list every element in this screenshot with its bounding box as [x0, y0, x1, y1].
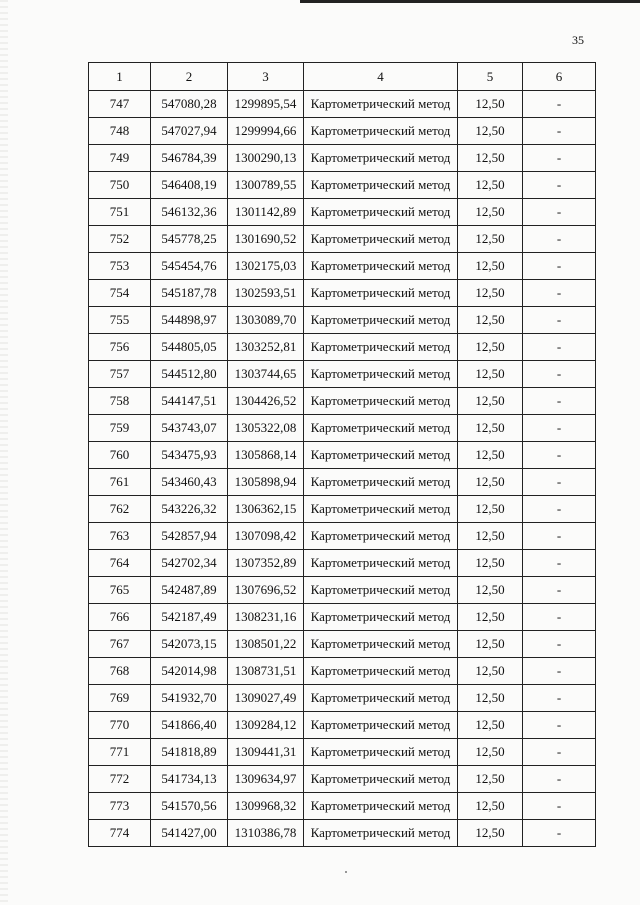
point-number-cell: 763 [89, 523, 151, 550]
point-number-cell: 774 [89, 820, 151, 847]
y-coordinate-cell: 1308501,22 [228, 631, 304, 658]
x-coordinate-cell: 541427,00 [151, 820, 228, 847]
point-number-cell: 771 [89, 739, 151, 766]
accuracy-cell: 12,50 [458, 253, 523, 280]
y-coordinate-cell: 1308731,51 [228, 658, 304, 685]
method-cell: Картометрический метод [304, 91, 458, 118]
description-cell: - [523, 685, 596, 712]
x-coordinate-cell: 542014,98 [151, 658, 228, 685]
description-cell: - [523, 793, 596, 820]
point-number-cell: 770 [89, 712, 151, 739]
y-coordinate-cell: 1302175,03 [228, 253, 304, 280]
y-coordinate-cell: 1299895,54 [228, 91, 304, 118]
table-row [89, 550, 596, 577]
column-header: 3 [228, 63, 304, 91]
method-cell: Картометрический метод [304, 226, 458, 253]
point-number-cell: 769 [89, 685, 151, 712]
x-coordinate-cell: 542702,34 [151, 550, 228, 577]
y-coordinate-cell: 1303252,81 [228, 334, 304, 361]
x-coordinate-cell: 541570,56 [151, 793, 228, 820]
method-cell: Картометрический метод [304, 145, 458, 172]
accuracy-cell: 12,50 [458, 712, 523, 739]
y-coordinate-cell: 1304426,52 [228, 388, 304, 415]
accuracy-cell: 12,50 [458, 199, 523, 226]
column-header: 5 [458, 63, 523, 91]
point-number-cell: 759 [89, 415, 151, 442]
table-row [89, 685, 596, 712]
table-row [89, 145, 596, 172]
table-row [89, 280, 596, 307]
description-cell: - [523, 199, 596, 226]
accuracy-cell: 12,50 [458, 118, 523, 145]
y-coordinate-cell: 1301690,52 [228, 226, 304, 253]
description-cell: - [523, 226, 596, 253]
point-number-cell: 764 [89, 550, 151, 577]
accuracy-cell: 12,50 [458, 145, 523, 172]
x-coordinate-cell: 543743,07 [151, 415, 228, 442]
description-cell: - [523, 712, 596, 739]
description-cell: - [523, 280, 596, 307]
table-row [89, 604, 596, 631]
y-coordinate-cell: 1299994,66 [228, 118, 304, 145]
accuracy-cell: 12,50 [458, 307, 523, 334]
description-cell: - [523, 442, 596, 469]
point-number-cell: 754 [89, 280, 151, 307]
description-cell: - [523, 415, 596, 442]
x-coordinate-cell: 545778,25 [151, 226, 228, 253]
table-header-row [89, 63, 596, 91]
x-coordinate-cell: 541932,70 [151, 685, 228, 712]
description-cell: - [523, 496, 596, 523]
description-cell: - [523, 739, 596, 766]
table-row [89, 118, 596, 145]
table-row [89, 253, 596, 280]
x-coordinate-cell: 543475,93 [151, 442, 228, 469]
table-row [89, 334, 596, 361]
method-cell: Картометрический метод [304, 739, 458, 766]
accuracy-cell: 12,50 [458, 604, 523, 631]
accuracy-cell: 12,50 [458, 280, 523, 307]
accuracy-cell: 12,50 [458, 793, 523, 820]
point-number-cell: 748 [89, 118, 151, 145]
y-coordinate-cell: 1300789,55 [228, 172, 304, 199]
method-cell: Картометрический метод [304, 469, 458, 496]
description-cell: - [523, 577, 596, 604]
y-coordinate-cell: 1307696,52 [228, 577, 304, 604]
y-coordinate-cell: 1309968,32 [228, 793, 304, 820]
x-coordinate-cell: 541866,40 [151, 712, 228, 739]
point-number-cell: 767 [89, 631, 151, 658]
accuracy-cell: 12,50 [458, 334, 523, 361]
point-number-cell: 762 [89, 496, 151, 523]
accuracy-cell: 12,50 [458, 226, 523, 253]
y-coordinate-cell: 1307352,89 [228, 550, 304, 577]
x-coordinate-cell: 541734,13 [151, 766, 228, 793]
y-coordinate-cell: 1305868,14 [228, 442, 304, 469]
method-cell: Картометрический метод [304, 280, 458, 307]
description-cell: - [523, 118, 596, 145]
table-row [89, 469, 596, 496]
accuracy-cell: 12,50 [458, 658, 523, 685]
method-cell: Картометрический метод [304, 604, 458, 631]
accuracy-cell: 12,50 [458, 496, 523, 523]
method-cell: Картометрический метод [304, 253, 458, 280]
point-number-cell: 749 [89, 145, 151, 172]
table-row [89, 496, 596, 523]
method-cell: Картометрический метод [304, 712, 458, 739]
description-cell: - [523, 145, 596, 172]
table-row [89, 442, 596, 469]
scan-left-edge [0, 0, 8, 905]
x-coordinate-cell: 546408,19 [151, 172, 228, 199]
method-cell: Картометрический метод [304, 361, 458, 388]
coordinates-table [88, 62, 596, 847]
method-cell: Картометрический метод [304, 496, 458, 523]
x-coordinate-cell: 542487,89 [151, 577, 228, 604]
y-coordinate-cell: 1303744,65 [228, 361, 304, 388]
method-cell: Картометрический метод [304, 523, 458, 550]
point-number-cell: 760 [89, 442, 151, 469]
y-coordinate-cell: 1308231,16 [228, 604, 304, 631]
point-number-cell: 753 [89, 253, 151, 280]
point-number-cell: 751 [89, 199, 151, 226]
y-coordinate-cell: 1305898,94 [228, 469, 304, 496]
y-coordinate-cell: 1309634,97 [228, 766, 304, 793]
y-coordinate-cell: 1309027,49 [228, 685, 304, 712]
y-coordinate-cell: 1301142,89 [228, 199, 304, 226]
method-cell: Картометрический метод [304, 442, 458, 469]
point-number-cell: 768 [89, 658, 151, 685]
accuracy-cell: 12,50 [458, 523, 523, 550]
method-cell: Картометрический метод [304, 307, 458, 334]
description-cell: - [523, 523, 596, 550]
accuracy-cell: 12,50 [458, 91, 523, 118]
table-row [89, 415, 596, 442]
x-coordinate-cell: 542187,49 [151, 604, 228, 631]
point-number-cell: 752 [89, 226, 151, 253]
table-row [89, 307, 596, 334]
point-number-cell: 766 [89, 604, 151, 631]
accuracy-cell: 12,50 [458, 415, 523, 442]
point-number-cell: 747 [89, 91, 151, 118]
point-number-cell: 765 [89, 577, 151, 604]
table-row [89, 172, 596, 199]
accuracy-cell: 12,50 [458, 685, 523, 712]
accuracy-cell: 12,50 [458, 442, 523, 469]
x-coordinate-cell: 545187,78 [151, 280, 228, 307]
table-row [89, 226, 596, 253]
description-cell: - [523, 334, 596, 361]
description-cell: - [523, 631, 596, 658]
description-cell: - [523, 469, 596, 496]
y-coordinate-cell: 1306362,15 [228, 496, 304, 523]
point-number-cell: 757 [89, 361, 151, 388]
method-cell: Картометрический метод [304, 766, 458, 793]
point-number-cell: 772 [89, 766, 151, 793]
accuracy-cell: 12,50 [458, 577, 523, 604]
method-cell: Картометрический метод [304, 658, 458, 685]
column-header: 6 [523, 63, 596, 91]
method-cell: Картометрический метод [304, 172, 458, 199]
accuracy-cell: 12,50 [458, 469, 523, 496]
method-cell: Картометрический метод [304, 820, 458, 847]
description-cell: - [523, 550, 596, 577]
x-coordinate-cell: 547027,94 [151, 118, 228, 145]
x-coordinate-cell: 544898,97 [151, 307, 228, 334]
table-row [89, 199, 596, 226]
x-coordinate-cell: 544512,80 [151, 361, 228, 388]
table-row [89, 658, 596, 685]
table-row [89, 523, 596, 550]
top-scan-rule [300, 0, 640, 3]
y-coordinate-cell: 1303089,70 [228, 307, 304, 334]
method-cell: Картометрический метод [304, 199, 458, 226]
table-row [89, 388, 596, 415]
accuracy-cell: 12,50 [458, 361, 523, 388]
method-cell: Картометрический метод [304, 415, 458, 442]
description-cell: - [523, 766, 596, 793]
accuracy-cell: 12,50 [458, 172, 523, 199]
y-coordinate-cell: 1305322,08 [228, 415, 304, 442]
scan-speck [345, 871, 347, 873]
method-cell: Картометрический метод [304, 334, 458, 361]
description-cell: - [523, 658, 596, 685]
method-cell: Картометрический метод [304, 388, 458, 415]
table-row [89, 739, 596, 766]
point-number-cell: 750 [89, 172, 151, 199]
description-cell: - [523, 307, 596, 334]
accuracy-cell: 12,50 [458, 388, 523, 415]
x-coordinate-cell: 542857,94 [151, 523, 228, 550]
description-cell: - [523, 820, 596, 847]
accuracy-cell: 12,50 [458, 631, 523, 658]
accuracy-cell: 12,50 [458, 550, 523, 577]
method-cell: Картометрический метод [304, 685, 458, 712]
x-coordinate-cell: 545454,76 [151, 253, 228, 280]
table-row [89, 793, 596, 820]
x-coordinate-cell: 542073,15 [151, 631, 228, 658]
description-cell: - [523, 361, 596, 388]
column-header: 4 [304, 63, 458, 91]
x-coordinate-cell: 541818,89 [151, 739, 228, 766]
method-cell: Картометрический метод [304, 550, 458, 577]
x-coordinate-cell: 544805,05 [151, 334, 228, 361]
y-coordinate-cell: 1309441,31 [228, 739, 304, 766]
x-coordinate-cell: 543226,32 [151, 496, 228, 523]
y-coordinate-cell: 1300290,13 [228, 145, 304, 172]
x-coordinate-cell: 546132,36 [151, 199, 228, 226]
accuracy-cell: 12,50 [458, 739, 523, 766]
method-cell: Картометрический метод [304, 631, 458, 658]
description-cell: - [523, 253, 596, 280]
table-row [89, 91, 596, 118]
point-number-cell: 756 [89, 334, 151, 361]
method-cell: Картометрический метод [304, 577, 458, 604]
description-cell: - [523, 388, 596, 415]
y-coordinate-cell: 1307098,42 [228, 523, 304, 550]
description-cell: - [523, 91, 596, 118]
x-coordinate-cell: 546784,39 [151, 145, 228, 172]
column-header: 2 [151, 63, 228, 91]
table-row [89, 712, 596, 739]
table-row [89, 577, 596, 604]
point-number-cell: 761 [89, 469, 151, 496]
column-header: 1 [89, 63, 151, 91]
method-cell: Картометрический метод [304, 793, 458, 820]
method-cell: Картометрический метод [304, 118, 458, 145]
y-coordinate-cell: 1302593,51 [228, 280, 304, 307]
accuracy-cell: 12,50 [458, 820, 523, 847]
table-body [89, 91, 596, 847]
table-row [89, 361, 596, 388]
x-coordinate-cell: 543460,43 [151, 469, 228, 496]
x-coordinate-cell: 547080,28 [151, 91, 228, 118]
y-coordinate-cell: 1309284,12 [228, 712, 304, 739]
point-number-cell: 758 [89, 388, 151, 415]
y-coordinate-cell: 1310386,78 [228, 820, 304, 847]
description-cell: - [523, 604, 596, 631]
point-number-cell: 755 [89, 307, 151, 334]
accuracy-cell: 12,50 [458, 766, 523, 793]
table-row [89, 820, 596, 847]
description-cell: - [523, 172, 596, 199]
page-number: 35 [572, 33, 584, 47]
table-row [89, 631, 596, 658]
point-number-cell: 773 [89, 793, 151, 820]
x-coordinate-cell: 544147,51 [151, 388, 228, 415]
table-row [89, 766, 596, 793]
